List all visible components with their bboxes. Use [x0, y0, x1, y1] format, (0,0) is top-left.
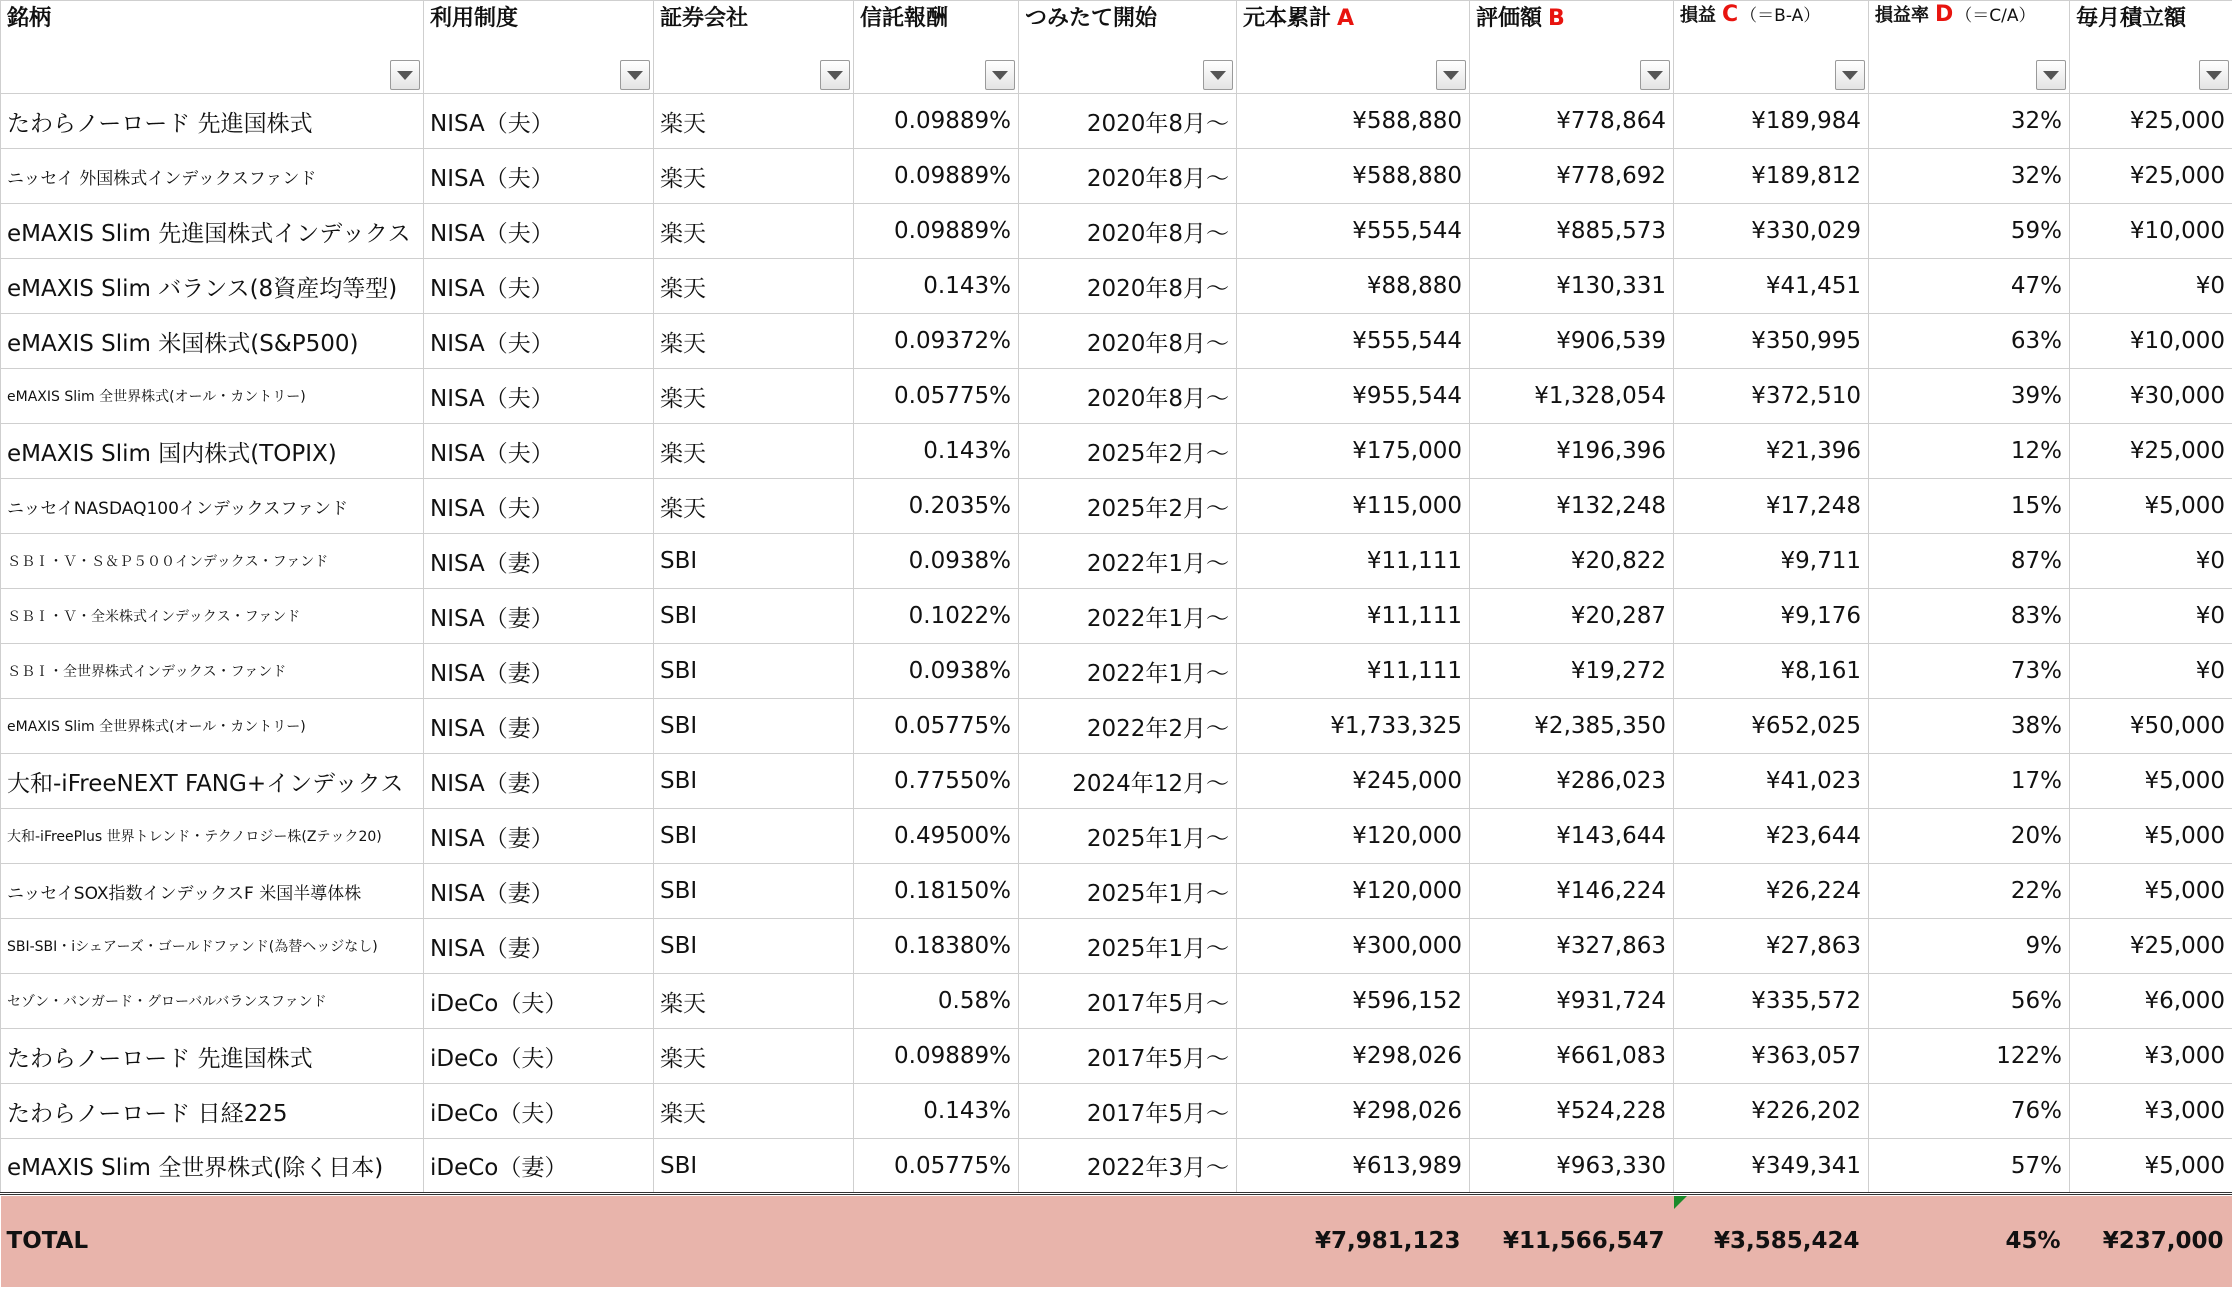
table-cell[interactable]: NISA（夫） [424, 259, 654, 314]
table-cell[interactable]: ¥0 [2070, 259, 2232, 314]
table-cell[interactable]: 0.09889% [854, 204, 1019, 259]
total-empty-cell[interactable] [424, 1196, 654, 1287]
table-cell[interactable]: ¥885,573 [1470, 204, 1674, 259]
table-cell[interactable]: 32% [1869, 94, 2070, 149]
table-cell[interactable]: NISA（妻） [424, 809, 654, 864]
table-cell[interactable]: ¥11,111 [1237, 644, 1470, 699]
fund-name-cell[interactable]: たわらノーロード 先進国株式 [1, 94, 424, 149]
table-cell[interactable]: ¥372,510 [1674, 369, 1869, 424]
filter-dropdown-button[interactable] [620, 60, 650, 90]
table-cell[interactable]: SBI [654, 534, 854, 589]
column-header-label: 元本累計 [1243, 6, 1332, 31]
table-cell[interactable]: ¥189,812 [1674, 149, 1869, 204]
column-tag: B [1548, 6, 1565, 31]
table-cell[interactable]: SBI [654, 919, 854, 974]
table-cell[interactable]: NISA（夫） [424, 479, 654, 534]
table-row [1, 259, 2232, 314]
table-cell[interactable]: iDeCo（夫） [424, 1084, 654, 1139]
table-cell[interactable]: 2022年3月～ [1019, 1139, 1237, 1194]
table-cell[interactable]: 2017年5月～ [1019, 1029, 1237, 1084]
table-cell[interactable]: 2020年8月～ [1019, 314, 1237, 369]
table-cell[interactable]: ¥350,995 [1674, 314, 1869, 369]
table-cell[interactable]: ¥349,341 [1674, 1139, 1869, 1194]
table-cell[interactable]: ¥1,328,054 [1470, 369, 1674, 424]
table-cell[interactable]: ¥25,000 [2070, 149, 2232, 204]
header-row [1, 1, 2232, 94]
table-cell[interactable]: 0.05775% [854, 1139, 1019, 1194]
column-header-8[interactable] [1869, 1, 2070, 94]
table-cell[interactable]: ¥132,248 [1470, 479, 1674, 534]
table-row [1, 1029, 2232, 1084]
table-row [1, 809, 2232, 864]
table-row [1, 644, 2232, 699]
filter-dropdown-icon [2043, 71, 2059, 80]
table-row [1, 314, 2232, 369]
table-cell[interactable]: ¥330,029 [1674, 204, 1869, 259]
table-cell[interactable]: ¥245,000 [1237, 754, 1470, 809]
table-cell[interactable]: ¥196,396 [1470, 424, 1674, 479]
table-cell[interactable]: 15% [1869, 479, 2070, 534]
table-cell[interactable]: 38% [1869, 699, 2070, 754]
column-header-label: 損益率 [1875, 5, 1929, 26]
table-row [1, 479, 2232, 534]
table-cell[interactable]: ¥25,000 [2070, 919, 2232, 974]
table-cell[interactable]: NISA（夫） [424, 94, 654, 149]
table-cell[interactable]: NISA（妻） [424, 754, 654, 809]
table-cell[interactable]: iDeCo（妻） [424, 1139, 654, 1194]
table-cell[interactable]: ¥524,228 [1470, 1084, 1674, 1139]
fund-name-cell[interactable]: eMAXIS Slim バランス(8資産均等型) [1, 259, 424, 314]
table-cell[interactable]: SBI [654, 809, 854, 864]
fund-name-cell[interactable]: eMAXIS Slim 全世界株式(オール・カントリー) [1, 369, 424, 424]
table-cell[interactable]: ¥588,880 [1237, 149, 1470, 204]
table-cell[interactable]: ¥286,023 [1470, 754, 1674, 809]
column-tag: C [1722, 2, 1739, 27]
table-cell[interactable]: ¥175,000 [1237, 424, 1470, 479]
table-cell[interactable]: NISA（夫） [424, 204, 654, 259]
table-cell[interactable]: 2020年8月～ [1019, 149, 1237, 204]
table-cell[interactable]: ¥335,572 [1674, 974, 1869, 1029]
table-cell[interactable]: 楽天 [654, 314, 854, 369]
table-cell[interactable]: ¥30,000 [2070, 369, 2232, 424]
column-header-4[interactable] [1019, 1, 1237, 94]
column-formula: （＝C/A） [1955, 6, 2036, 26]
fund-name-cell[interactable]: ニッセイSOX指数インデックスF 米国半導体株 [1, 864, 424, 919]
table-cell[interactable]: iDeCo（夫） [424, 1029, 654, 1084]
table-cell[interactable]: 0.49500% [854, 809, 1019, 864]
table-cell[interactable]: 2020年8月～ [1019, 204, 1237, 259]
column-header-9[interactable] [2070, 1, 2232, 94]
table-cell[interactable]: 2025年1月～ [1019, 919, 1237, 974]
total-profit-value: ¥3,585,424 [1713, 1228, 1860, 1254]
total-empty-cell[interactable] [854, 1196, 1019, 1287]
table-row [1, 424, 2232, 479]
table-cell[interactable]: ¥778,692 [1470, 149, 1674, 204]
table-cell[interactable]: ¥963,330 [1470, 1139, 1674, 1194]
column-header-label: 銘柄 [7, 6, 52, 31]
total-principal[interactable]: ¥7,981,123 [1237, 1196, 1470, 1287]
table-cell[interactable]: NISA（妻） [424, 534, 654, 589]
table-row [1, 369, 2232, 424]
column-formula: （＝B-A） [1740, 6, 1821, 26]
filter-dropdown-icon [397, 71, 413, 80]
table-cell[interactable]: ¥115,000 [1237, 479, 1470, 534]
table-cell[interactable]: ¥613,989 [1237, 1139, 1470, 1194]
table-cell[interactable]: 20% [1869, 809, 2070, 864]
table-cell[interactable]: SBI [654, 699, 854, 754]
table-cell[interactable]: ¥23,644 [1674, 809, 1869, 864]
table-cell[interactable]: SBI [654, 589, 854, 644]
table-cell[interactable]: 87% [1869, 534, 2070, 589]
table-row [1, 699, 2232, 754]
table-cell[interactable]: 12% [1869, 424, 2070, 479]
total-monthly[interactable]: ¥237,000 [2070, 1196, 2232, 1287]
table-cell[interactable]: SBI [654, 754, 854, 809]
table-cell[interactable]: 楽天 [654, 204, 854, 259]
table-row [1, 204, 2232, 259]
column-header-6[interactable] [1470, 1, 1674, 94]
fund-name-cell[interactable]: ＳＢＩ・Ｖ・全米株式インデックス・ファンド [1, 589, 424, 644]
filter-dropdown-icon [1443, 71, 1459, 80]
table-row [1, 589, 2232, 644]
table-cell[interactable]: 0.1022% [854, 589, 1019, 644]
table-cell[interactable]: 0.143% [854, 424, 1019, 479]
table-cell[interactable]: ¥555,544 [1237, 204, 1470, 259]
table-cell[interactable]: 73% [1869, 644, 2070, 699]
table-cell[interactable]: ¥20,287 [1470, 589, 1674, 644]
table-cell[interactable]: NISA（夫） [424, 369, 654, 424]
table-cell[interactable]: 2025年1月～ [1019, 809, 1237, 864]
table-cell[interactable]: ¥11,111 [1237, 534, 1470, 589]
table-cell[interactable]: NISA（妻） [424, 864, 654, 919]
table-row [1, 919, 2232, 974]
table-cell[interactable]: ¥10,000 [2070, 314, 2232, 369]
table-cell[interactable]: ¥5,000 [2070, 1139, 2232, 1194]
table-cell[interactable]: 63% [1869, 314, 2070, 369]
table-cell[interactable]: 0.143% [854, 1084, 1019, 1139]
table-cell[interactable]: ¥146,224 [1470, 864, 1674, 919]
filter-dropdown-icon [627, 71, 643, 80]
table-cell[interactable]: ¥661,083 [1470, 1029, 1674, 1084]
table-cell[interactable]: 2020年8月～ [1019, 94, 1237, 149]
table-cell[interactable]: ¥120,000 [1237, 864, 1470, 919]
total-profit[interactable] [1674, 1196, 1869, 1287]
column-header-label: 証券会社 [660, 6, 749, 31]
fund-name-cell[interactable]: eMAXIS Slim 先進国株式インデックス [1, 204, 424, 259]
table-cell[interactable]: ¥120,000 [1237, 809, 1470, 864]
table-cell[interactable]: SBI [654, 1139, 854, 1194]
filter-dropdown-button[interactable] [2199, 60, 2229, 90]
table-cell[interactable]: ¥298,026 [1237, 1084, 1470, 1139]
table-cell[interactable]: ¥3,000 [2070, 1084, 2232, 1139]
note-marker-icon [1674, 1196, 1687, 1209]
table-cell[interactable]: 22% [1869, 864, 2070, 919]
column-header-label: つみたて開始 [1025, 6, 1158, 31]
table-cell[interactable]: 楽天 [654, 479, 854, 534]
table-cell[interactable]: ¥8,161 [1674, 644, 1869, 699]
table-cell[interactable]: ¥555,544 [1237, 314, 1470, 369]
table-row [1, 1084, 2232, 1139]
table-cell[interactable]: ¥0 [2070, 644, 2232, 699]
total-label[interactable]: TOTAL [1, 1196, 424, 1287]
fund-name-cell[interactable]: ニッセイ 外国株式インデックスファンド [1, 149, 424, 204]
table-cell[interactable]: 2025年2月～ [1019, 424, 1237, 479]
table-cell[interactable]: ¥300,000 [1237, 919, 1470, 974]
table-cell[interactable]: ¥226,202 [1674, 1084, 1869, 1139]
table-cell[interactable]: ¥26,224 [1674, 864, 1869, 919]
table-cell[interactable]: ¥20,822 [1470, 534, 1674, 589]
column-header-2[interactable] [654, 1, 854, 94]
table-cell[interactable]: 122% [1869, 1029, 2070, 1084]
table-cell[interactable]: 2025年2月～ [1019, 479, 1237, 534]
table-cell[interactable]: ¥130,331 [1470, 259, 1674, 314]
table-cell[interactable]: ¥5,000 [2070, 479, 2232, 534]
filter-dropdown-button[interactable] [2036, 60, 2066, 90]
table-cell[interactable]: 0.2035% [854, 479, 1019, 534]
table-cell[interactable]: ¥327,863 [1470, 919, 1674, 974]
total-row [1, 1196, 2232, 1287]
table-cell[interactable]: ¥596,152 [1237, 974, 1470, 1029]
table-cell[interactable]: 0.18150% [854, 864, 1019, 919]
filter-dropdown-button[interactable] [390, 60, 420, 90]
table-cell[interactable]: ¥50,000 [2070, 699, 2232, 754]
table-cell[interactable]: 57% [1869, 1139, 2070, 1194]
table-cell[interactable]: ¥298,026 [1237, 1029, 1470, 1084]
column-header-3[interactable] [854, 1, 1019, 94]
fund-name-cell[interactable]: ニッセイNASDAQ100インデックスファンド [1, 479, 424, 534]
column-header-0[interactable] [1, 1, 424, 94]
fund-name-cell[interactable]: たわらノーロード 日経225 [1, 1084, 424, 1139]
table-cell[interactable]: 17% [1869, 754, 2070, 809]
table-cell[interactable]: 56% [1869, 974, 2070, 1029]
table-cell[interactable]: 47% [1869, 259, 2070, 314]
filter-dropdown-button[interactable] [1640, 60, 1670, 90]
table-cell[interactable]: ¥143,644 [1470, 809, 1674, 864]
table-cell[interactable]: ¥5,000 [2070, 809, 2232, 864]
filter-dropdown-icon [992, 71, 1008, 80]
column-header-1[interactable] [424, 1, 654, 94]
fund-name-cell[interactable]: たわらノーロード 先進国株式 [1, 1029, 424, 1084]
table-cell[interactable]: ¥5,000 [2070, 754, 2232, 809]
table-cell[interactable]: 楽天 [654, 1029, 854, 1084]
table-cell[interactable]: ¥0 [2070, 589, 2232, 644]
table-cell[interactable]: ¥6,000 [2070, 974, 2232, 1029]
table-cell[interactable]: 83% [1869, 589, 2070, 644]
table-cell[interactable]: ¥0 [2070, 534, 2232, 589]
table-cell[interactable]: ¥41,023 [1674, 754, 1869, 809]
filter-dropdown-icon [1647, 71, 1663, 80]
filter-dropdown-icon [1210, 71, 1226, 80]
fund-name-cell[interactable]: eMAXIS Slim 国内株式(TOPIX) [1, 424, 424, 479]
table-cell[interactable]: ¥25,000 [2070, 94, 2232, 149]
table-cell[interactable]: 0.09372% [854, 314, 1019, 369]
table-row [1, 864, 2232, 919]
fund-name-cell[interactable]: eMAXIS Slim 全世界株式(除く日本) [1, 1139, 424, 1194]
table-cell[interactable]: ¥11,111 [1237, 589, 1470, 644]
table-cell[interactable]: 9% [1869, 919, 2070, 974]
table-cell[interactable]: ¥778,864 [1470, 94, 1674, 149]
table-cell[interactable]: ¥27,863 [1674, 919, 1869, 974]
table-cell[interactable]: ¥21,396 [1674, 424, 1869, 479]
column-header-7[interactable] [1674, 1, 1869, 94]
column-header-label: 信託報酬 [860, 6, 949, 31]
table-cell[interactable]: ¥9,176 [1674, 589, 1869, 644]
column-header-label: 利用制度 [430, 6, 519, 31]
table-cell[interactable]: 0.0938% [854, 644, 1019, 699]
table-cell[interactable]: ¥88,880 [1237, 259, 1470, 314]
table-cell[interactable]: SBI [654, 644, 854, 699]
table-cell[interactable]: 楽天 [654, 424, 854, 479]
filter-dropdown-icon [1842, 71, 1858, 80]
table-cell[interactable]: 0.18380% [854, 919, 1019, 974]
table-cell[interactable]: 0.09889% [854, 94, 1019, 149]
table-cell[interactable]: ¥5,000 [2070, 864, 2232, 919]
fund-name-cell[interactable]: SBI-SBI・iシェアーズ・ゴールドファンド(為替ヘッジなし) [1, 919, 424, 974]
column-header-5[interactable] [1237, 1, 1470, 94]
table-cell[interactable]: NISA（妻） [424, 699, 654, 754]
table-cell[interactable]: 2017年5月～ [1019, 974, 1237, 1029]
table-cell[interactable]: 0.0938% [854, 534, 1019, 589]
total-empty-cell[interactable] [654, 1196, 854, 1287]
table-cell[interactable]: 2022年1月～ [1019, 589, 1237, 644]
table-cell[interactable]: iDeCo（夫） [424, 974, 654, 1029]
table-cell[interactable]: 楽天 [654, 149, 854, 204]
table-cell[interactable]: ¥588,880 [1237, 94, 1470, 149]
table-cell[interactable]: NISA（夫） [424, 424, 654, 479]
table-cell[interactable]: ¥1,733,325 [1237, 699, 1470, 754]
table-cell[interactable]: 0.09889% [854, 1029, 1019, 1084]
table-row [1, 754, 2232, 809]
filter-dropdown-icon [827, 71, 843, 80]
total-rate[interactable]: 45% [1869, 1196, 2070, 1287]
table-cell[interactable]: 2022年2月～ [1019, 699, 1237, 754]
table-cell[interactable]: 2025年1月～ [1019, 864, 1237, 919]
table-cell[interactable]: 2020年8月～ [1019, 369, 1237, 424]
fund-name-cell[interactable]: 大和-iFreeNEXT FANG+インデックス [1, 754, 424, 809]
table-row [1, 974, 2232, 1029]
table-cell[interactable]: ¥931,724 [1470, 974, 1674, 1029]
table-cell[interactable]: ¥41,451 [1674, 259, 1869, 314]
table-cell[interactable]: NISA（妻） [424, 589, 654, 644]
table-cell[interactable]: ¥10,000 [2070, 204, 2232, 259]
table-cell[interactable]: NISA（夫） [424, 314, 654, 369]
table-row [1, 149, 2232, 204]
table-cell[interactable]: 楽天 [654, 974, 854, 1029]
fund-name-cell[interactable]: eMAXIS Slim 米国株式(S&P500) [1, 314, 424, 369]
column-header-label: 損益 [1680, 5, 1716, 26]
table-cell[interactable]: ¥363,057 [1674, 1029, 1869, 1084]
filter-dropdown-button[interactable] [1835, 60, 1865, 90]
table-cell[interactable]: ¥906,539 [1470, 314, 1674, 369]
fund-name-cell[interactable]: ＳＢＩ・全世界株式インデックス・ファンド [1, 644, 424, 699]
total-empty-cell[interactable] [1019, 1196, 1237, 1287]
table-cell[interactable]: 楽天 [654, 369, 854, 424]
table-cell[interactable]: 楽天 [654, 1084, 854, 1139]
table-cell[interactable]: 32% [1869, 149, 2070, 204]
table-cell[interactable]: NISA（妻） [424, 919, 654, 974]
table-cell[interactable]: 2020年8月～ [1019, 259, 1237, 314]
table-cell[interactable]: 0.143% [854, 259, 1019, 314]
fund-name-cell[interactable]: 大和-iFreePlus 世界トレンド・テクノロジー株(Zテック20) [1, 809, 424, 864]
table-cell[interactable]: ¥2,385,350 [1470, 699, 1674, 754]
table-row [1, 1139, 2232, 1194]
filter-dropdown-button[interactable] [985, 60, 1015, 90]
table-cell[interactable]: 2024年12月～ [1019, 754, 1237, 809]
fund-name-cell[interactable]: eMAXIS Slim 全世界株式(オール・カントリー) [1, 699, 424, 754]
table-cell[interactable]: NISA（夫） [424, 149, 654, 204]
table-cell[interactable]: ¥9,711 [1674, 534, 1869, 589]
filter-dropdown-button[interactable] [1203, 60, 1233, 90]
table-row [1, 94, 2232, 149]
table-cell[interactable]: 0.58% [854, 974, 1019, 1029]
table-cell[interactable]: ¥955,544 [1237, 369, 1470, 424]
table-cell[interactable]: 2022年1月～ [1019, 644, 1237, 699]
table-cell[interactable]: 59% [1869, 204, 2070, 259]
table-cell[interactable]: 0.77550% [854, 754, 1019, 809]
table-cell[interactable]: 0.05775% [854, 699, 1019, 754]
table-cell[interactable]: ¥17,248 [1674, 479, 1869, 534]
fund-name-cell[interactable]: ＳＢＩ・Ｖ・Ｓ＆Ｐ５００インデックス・ファンド [1, 534, 424, 589]
table-cell[interactable]: ¥3,000 [2070, 1029, 2232, 1084]
table-cell[interactable]: SBI [654, 864, 854, 919]
table-cell[interactable]: 2017年5月～ [1019, 1084, 1237, 1139]
column-tag: D [1935, 2, 1954, 27]
fund-name-cell[interactable]: セゾン・バンガード・グローバルバランスファンド [1, 974, 424, 1029]
table-cell[interactable]: 0.09889% [854, 149, 1019, 204]
table-cell[interactable]: NISA（妻） [424, 644, 654, 699]
total-valuation[interactable]: ¥11,566,547 [1470, 1196, 1674, 1287]
table-cell[interactable]: ¥652,025 [1674, 699, 1869, 754]
column-header-label: 評価額 [1476, 6, 1543, 31]
filter-dropdown-button[interactable] [1436, 60, 1466, 90]
table-cell[interactable]: ¥189,984 [1674, 94, 1869, 149]
table-cell[interactable]: ¥25,000 [2070, 424, 2232, 479]
filter-dropdown-icon [2206, 71, 2222, 80]
table-cell[interactable]: 楽天 [654, 259, 854, 314]
table-cell[interactable]: 39% [1869, 369, 2070, 424]
table-cell[interactable]: 楽天 [654, 94, 854, 149]
column-tag: A [1337, 6, 1355, 31]
table-body [1, 94, 2232, 1194]
filter-dropdown-button[interactable] [820, 60, 850, 90]
table-cell[interactable]: 2022年1月～ [1019, 534, 1237, 589]
table-row [1, 534, 2232, 589]
table-cell[interactable]: 0.05775% [854, 369, 1019, 424]
table-cell[interactable]: ¥19,272 [1470, 644, 1674, 699]
table-cell[interactable]: 76% [1869, 1084, 2070, 1139]
column-header-label: 毎月積立額 [2076, 6, 2187, 31]
